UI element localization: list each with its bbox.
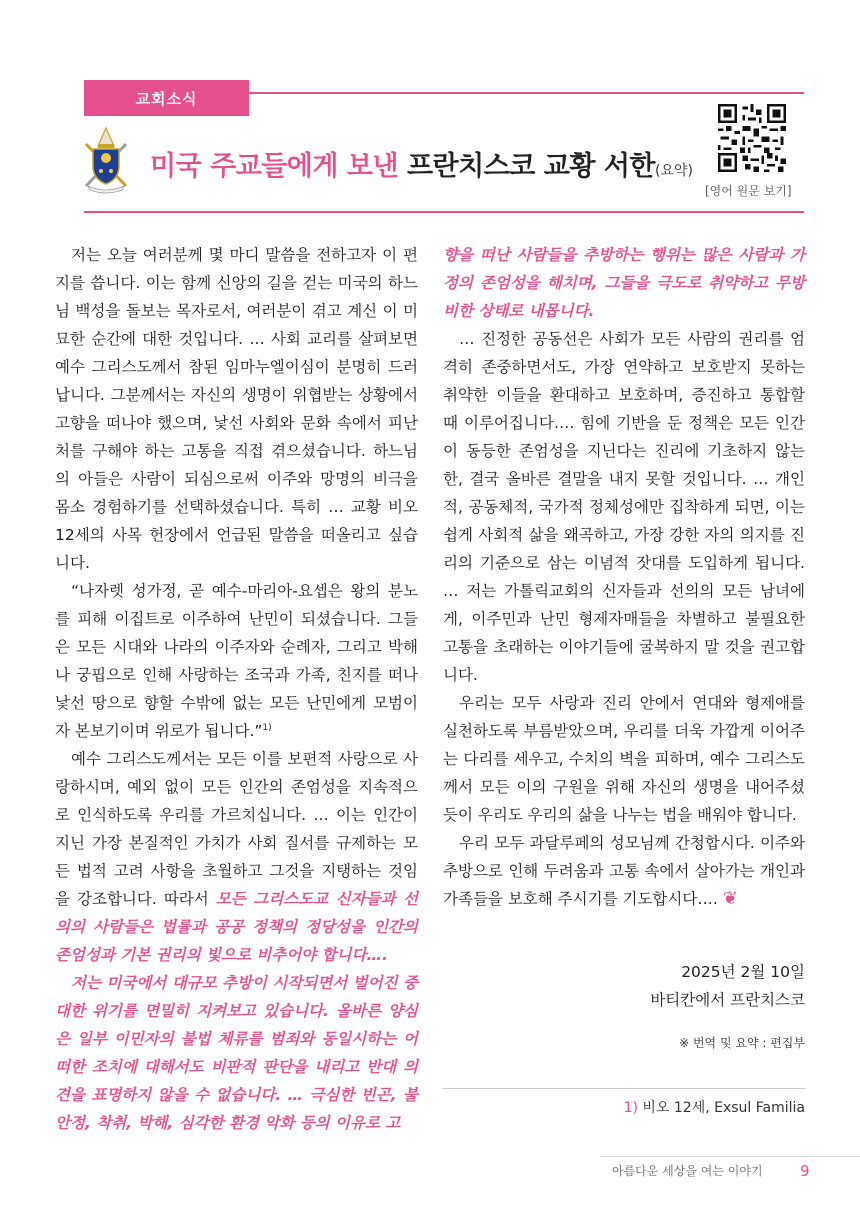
section-label — [84, 80, 249, 116]
translation-credit: ※ 번역 및 요약 : 편집부 — [679, 1036, 805, 1050]
text-column-left — [55, 241, 418, 1137]
signature-place: 바티칸에서 프란치스코 — [650, 991, 805, 1009]
title-part1: 미국 주교들에게 보낸 — [150, 151, 399, 182]
leaf-ornament-icon: ❦ — [722, 888, 738, 909]
article-title — [150, 144, 693, 183]
footnote-rule — [443, 1088, 805, 1089]
magazine-name: 아름다운 세상을 여는 이야기 — [612, 1164, 763, 1178]
emphasis-text: 모든 그리스도교 신자들과 선의의 사람들은 법률과 공공 정책의 정당성을 인간의 존엄성과 기본 권리의 빛으로 비추어야 합니다…. — [55, 890, 418, 964]
paragraph-emphasis: 저는 미국에서 대규모 추방이 시작되면서 벌어진 중대한 위기를 면밀히 지켜보고 있습니다. 올바른 양심은 일부 이민자의 불법 체류를 범죄와 동일시하는 어떠한 조치에 대해서도 비판적 판단을 내리고 반대 의견을 표명하지 않을 수 없습니다. … 극심한 빈곤, 불안정, 착취, 박해, 심각한 환경 악화 등의 이유로 고 — [55, 974, 418, 1132]
signature-date: 2025년 2월 10일 — [681, 963, 805, 981]
footnote-number: 1) — [623, 1100, 638, 1116]
header-rule-bottom — [84, 211, 804, 213]
paragraph-text: 예수 그리스도께서는 모든 이를 보편적 사랑으로 사랑하시며, 예외 없이 모든 인간의 존엄성을 지속적으로 인식하도록 우리를 가르치십니다. … 이는 인간이 지닌 가장 본질적인 가치가 사회 질서를 규제하는 모든 법적 고려 사항을 초월하고 그것을 지탱하는 것임을 강조합니다. 따라서 — [55, 750, 418, 908]
qr-caption: [영어 원문 보기] — [705, 184, 792, 198]
paragraph-quote — [55, 577, 418, 745]
footnote-marker: 1) — [262, 722, 272, 733]
footnote-text: 비오 12세, Exsul Familia — [637, 1100, 805, 1116]
title-suffix: (요약) — [655, 163, 693, 179]
section-label-text: 교회소식 — [135, 89, 198, 108]
quote-text: “나자렛 성가정, 곧 예수-마리아-요셉은 왕의 분노를 피해 이집트로 이주하여 난민이 되셨습니다. 그들은 모든 시대와 나라의 이주자와 순례자, 그리고 박해나 궁핍으로 인해 사랑하는 조국과 가족, 친지를 떠나 낯선 땅으로 향할 수밖에 없는 모든 난민에게 모범이자 본보기이며 위로가 됩니다.” — [55, 582, 418, 740]
title-part2: 프란치스코 교황 서한 — [406, 151, 655, 182]
paragraph-text: 우리 모두 과달루페의 성모님께 간청합시다. 이주와 추방으로 인해 두려움과 고통 속에서 살아가는 개인과 가족들을 보호해 주시기를 기도합시다…. — [443, 834, 805, 908]
footer-rule — [600, 1156, 860, 1157]
footnote — [624, 1097, 805, 1117]
paragraph: 우리는 모두 사랑과 진리 안에서 연대와 형제애를 실천하도록 부름받았으며, 우리를 더욱 가깝게 이어주는 다리를 세우고, 수치의 벽을 피하며, 예수 그리스도께서 모든 이의 구원을 위해 자신의 생명을 내어주셨듯이 우리도 우리의 삶을 나누는 법을 배워야 합니다. — [443, 694, 805, 824]
signature-block — [650, 958, 805, 1014]
qr-code-icon[interactable] — [718, 104, 786, 172]
paragraph-emphasis: 향을 떠난 사람들을 추방하는 행위는 많은 사람과 가정의 존엄성을 해치며, 그들을 극도로 취약하고 무방비한 상태로 내몹니다. — [443, 246, 805, 320]
paragraph: 저는 오늘 여러분께 몇 마디 말씀을 전하고자 이 편지를 씁니다. 이는 함께 신앙의 길을 걷는 미국의 하느님 백성을 돌보는 목자로서, 여러분이 겪고 계신 이 미묘한 순간에 대한 것입니다. … 사회 교리를 살펴보면 예수 그리스도께서 참된 임마누엘이심이 분명히 드러납니다. 그분께서는 자신의 생명이 위협받는 상황에서 고향을 떠나야 했으며, 낯선 사회와 문화 속에서 피난처를 구해야 하는 고통을 직접 겪으셨습니다. 하느님의 아들은 사람이 되심으로써 이주와 망명의 비극을 몸소 경험하기를 선택하셨습니다. 특히 … 교황 비오 12세의 사목 헌장에서 언급된 말씀을 떠올리고 싶습니다. — [55, 246, 418, 572]
page-number: 9 — [800, 1162, 810, 1180]
text-column-right — [443, 241, 805, 913]
papal-coat-of-arms-icon — [78, 124, 134, 194]
paragraph — [55, 745, 418, 969]
paragraph: … 진정한 공동선은 사회가 모든 사람의 권리를 엄격히 존중하면서도, 가장 연약하고 보호받지 못하는 취약한 이들을 환대하고 보호하며, 증진하고 통합할 때 이루어집니다…. 힘에 기반을 둔 정책은 모든 인간이 동등한 존엄성을 지닌다는 진리에 기초하지 않는 한, 결국 올바른 결말을 내지 못할 것입니다. … 개인적, 공동체적, 국가적 정체성에만 집착하게 되면, 이는 쉽게 사회적 삶을 왜곡하고, 가장 강한 자의 의지를 진리의 기준으로 삼는 이념적 잣대를 도입하게 됩니다. … 저는 가톨릭교회의 신자들과 선의의 모든 남녀에게, 이주민과 난민 형제자매들을 차별하고 불필요한 고통을 초래하는 이야기들에 굴복하지 말 것을 권고합니다. — [443, 330, 805, 684]
paragraph — [443, 829, 805, 913]
